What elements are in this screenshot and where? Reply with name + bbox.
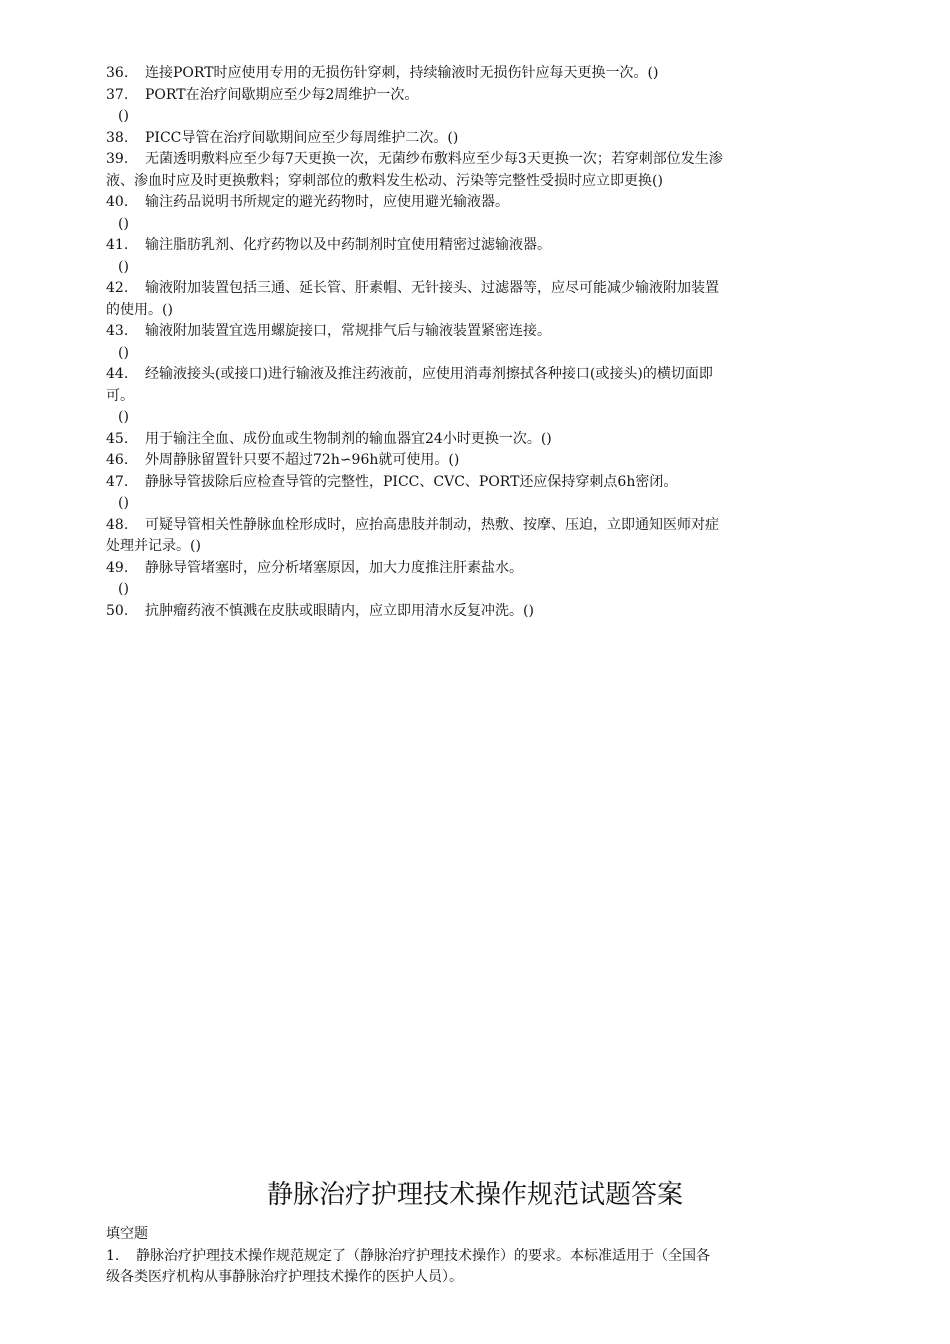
answer-blank: () [118, 581, 129, 597]
answer-text-continued: 级各类医疗机构从事静脉治疗护理技术操作的医护人员）。 [106, 1269, 463, 1285]
question-text: 连接PORT时应使用专用的无损伤针穿刺，持续输液时无损伤针应每天更换一次。() [145, 65, 659, 81]
question-item [106, 472, 854, 494]
question-number: 47. [106, 473, 129, 490]
question-number: 49. [106, 559, 129, 576]
question-item [106, 450, 854, 472]
question-item [106, 192, 854, 214]
question-text: 用于输注全血、成份血或生物制剂的输血器宜24小时更换一次。() [145, 430, 552, 447]
question-number: 39. [106, 151, 129, 167]
question-number: 41. [106, 237, 129, 253]
question-text: 经输液接头(或接口)进行输液及推注药液前，应使用消毒剂擦拭各种接口(或接头)的横切面即 [145, 366, 713, 382]
question-text-continued: 可。 [106, 387, 134, 404]
question-item [106, 63, 854, 85]
question-text: PICC导管在治疗间歇期间应至少每周维护二次。() [145, 129, 459, 146]
question-text: 输液附加装置宜选用螺旋接口，常规排气后与输液装置紧密连接。 [145, 323, 551, 339]
question-number: 43. [106, 323, 129, 339]
answer-text: 静脉治疗护理技术操作规范规定了（静脉治疗护理技术操作）的要求。本标准适用于（全国各 [136, 1247, 710, 1264]
answer-item [106, 1246, 854, 1268]
question-item [106, 235, 854, 257]
question-text: 静脉导管拔除后应检查导管的完整性，PICC、CVC、PORT还应保持穿刺点6h密闭。 [145, 473, 678, 490]
question-number: 37. [106, 86, 129, 103]
question-item [106, 364, 854, 386]
section-heading: 填空题 [106, 1226, 148, 1242]
question-item [106, 515, 854, 537]
answer-section [106, 1224, 854, 1289]
question-text-continued: 处理并记录。() [106, 538, 201, 554]
question-number: 42. [106, 280, 129, 296]
question-item [106, 321, 854, 343]
question-text: 输注脂肪乳剂、化疗药物以及中药制剂时宜使用精密过滤输液器。 [145, 237, 551, 253]
question-text: 抗肿瘤药液不慎溅在皮肤或眼睛内，应立即用清水反复冲洗。() [145, 602, 534, 619]
question-item [106, 558, 854, 580]
question-item [106, 128, 854, 150]
question-list [106, 63, 854, 622]
answer-blank: () [118, 215, 129, 232]
answer-blank: () [118, 344, 129, 361]
question-text: 输注药品说明书所规定的避光药物时，应使用避光输液器。 [145, 194, 509, 210]
question-text: 输液附加装置包括三通、延长管、肝素帽、无针接头、过滤器等，应尽可能减少输液附加装置 [145, 280, 719, 296]
question-item [106, 85, 854, 107]
question-item [106, 149, 854, 171]
question-number: 50. [106, 602, 129, 619]
question-text: 无菌透明敷料应至少每7天更换一次，无菌纱布敷料应至少每3天更换一次；若穿刺部位发生渗 [145, 151, 723, 167]
question-text: 可疑导管相关性静脉血栓形成时，应抬高患肢并制动，热敷、按摩、压迫，立即通知医师对症 [145, 516, 719, 533]
answer-blank: () [118, 108, 129, 124]
question-text: PORT在治疗间歇期应至少每2周维护一次。 [145, 86, 419, 103]
answer-title: 静脉治疗护理技术操作规范试题答案 [266, 1180, 683, 1210]
answer-number: 1. [106, 1247, 120, 1264]
question-item [106, 601, 854, 623]
answer-blank: () [118, 495, 129, 511]
question-number: 46. [106, 452, 129, 468]
question-item [106, 278, 854, 300]
question-text-continued: 液、渗血时应及时更换敷料；穿刺部位的敷料发生松动、污染等完整性受损时应立即更换() [106, 172, 663, 189]
question-text: 外周静脉留置针只要不超过72h∽96h就可使用。() [145, 452, 460, 468]
question-number: 48. [106, 516, 129, 533]
question-number: 38. [106, 129, 129, 146]
question-text-continued: 的使用。() [106, 301, 173, 318]
answer-blank: () [118, 409, 129, 425]
question-number: 45. [106, 430, 129, 447]
question-number: 44. [106, 366, 129, 382]
question-number: 36. [106, 65, 129, 81]
question-number: 40. [106, 194, 129, 210]
question-text: 静脉导管堵塞时，应分析堵塞原因，加大力度推注肝素盐水。 [145, 559, 523, 576]
answer-blank: () [118, 258, 129, 275]
question-item [106, 429, 854, 451]
